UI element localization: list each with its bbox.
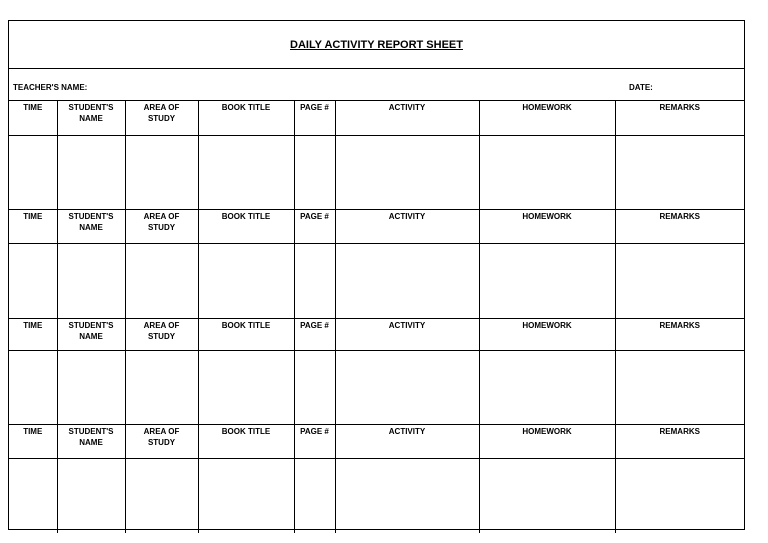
page-number-header: PAGE #	[294, 101, 335, 135]
entry-row	[9, 135, 744, 209]
homework-header: HOMEWORK	[479, 318, 615, 350]
time-cell[interactable]	[9, 135, 57, 209]
remarks-header: REMARKS	[615, 209, 744, 243]
student-name-cell[interactable]	[57, 243, 125, 318]
time-header: TIME	[9, 318, 57, 350]
grid-body	[9, 101, 744, 533]
book-title-header: BOOK TITLE	[198, 101, 294, 135]
activity-cell[interactable]	[335, 135, 479, 209]
sheet-title: DAILY ACTIVITY REPORT SHEET	[290, 38, 463, 51]
page-number-cell[interactable]	[294, 243, 335, 318]
column-header-row	[9, 101, 744, 135]
entry-row	[9, 458, 744, 533]
activity-header: ACTIVITY	[335, 209, 479, 243]
remarks-header: REMARKS	[615, 101, 744, 135]
book-title-header: BOOK TITLE	[198, 424, 294, 458]
activity-cell[interactable]	[335, 350, 479, 424]
time-cell[interactable]	[9, 458, 57, 533]
area-of-study-header: AREA OF STUDY	[125, 318, 198, 350]
column-header-row	[9, 424, 744, 458]
area-of-study-cell[interactable]	[125, 135, 198, 209]
homework-cell[interactable]	[479, 135, 615, 209]
student-name-cell[interactable]	[57, 135, 125, 209]
remarks-cell[interactable]	[615, 243, 744, 318]
page-number-header: PAGE #	[294, 424, 335, 458]
book-title-cell[interactable]	[198, 458, 294, 533]
area-of-study-cell[interactable]	[125, 458, 198, 533]
page-number-header: PAGE #	[294, 209, 335, 243]
student-name-header: STUDENT'S NAME	[57, 424, 125, 458]
book-title-cell[interactable]	[198, 243, 294, 318]
student-name-cell[interactable]	[57, 350, 125, 424]
page-number-cell[interactable]	[294, 135, 335, 209]
title-row	[9, 21, 744, 69]
activity-header: ACTIVITY	[335, 101, 479, 135]
column-header-row	[9, 209, 744, 243]
homework-header: HOMEWORK	[479, 209, 615, 243]
area-of-study-header: AREA OF STUDY	[125, 101, 198, 135]
activity-grid	[9, 101, 744, 533]
page-number-cell[interactable]	[294, 350, 335, 424]
date-label: DATE:	[629, 83, 653, 92]
entry-row	[9, 350, 744, 424]
teacher-name-label: TEACHER'S NAME:	[13, 83, 88, 92]
remarks-cell[interactable]	[615, 135, 744, 209]
page-number-cell[interactable]	[294, 458, 335, 533]
time-cell[interactable]	[9, 243, 57, 318]
homework-cell[interactable]	[479, 243, 615, 318]
entry-row	[9, 243, 744, 318]
report-sheet	[8, 20, 745, 530]
homework-header: HOMEWORK	[479, 101, 615, 135]
activity-cell[interactable]	[335, 243, 479, 318]
time-cell[interactable]	[9, 350, 57, 424]
homework-header: HOMEWORK	[479, 424, 615, 458]
activity-cell[interactable]	[335, 458, 479, 533]
area-of-study-header: AREA OF STUDY	[125, 424, 198, 458]
area-of-study-cell[interactable]	[125, 350, 198, 424]
book-title-header: BOOK TITLE	[198, 318, 294, 350]
time-header: TIME	[9, 209, 57, 243]
remarks-cell[interactable]	[615, 350, 744, 424]
remarks-header: REMARKS	[615, 318, 744, 350]
info-row	[9, 69, 744, 101]
book-title-cell[interactable]	[198, 135, 294, 209]
student-name-cell[interactable]	[57, 458, 125, 533]
page-number-header: PAGE #	[294, 318, 335, 350]
activity-header: ACTIVITY	[335, 424, 479, 458]
column-header-row	[9, 318, 744, 350]
area-of-study-header: AREA OF STUDY	[125, 209, 198, 243]
student-name-header: STUDENT'S NAME	[57, 101, 125, 135]
book-title-cell[interactable]	[198, 350, 294, 424]
homework-cell[interactable]	[479, 350, 615, 424]
activity-header: ACTIVITY	[335, 318, 479, 350]
student-name-header: STUDENT'S NAME	[57, 318, 125, 350]
time-header: TIME	[9, 101, 57, 135]
area-of-study-cell[interactable]	[125, 243, 198, 318]
remarks-cell[interactable]	[615, 458, 744, 533]
student-name-header: STUDENT'S NAME	[57, 209, 125, 243]
book-title-header: BOOK TITLE	[198, 209, 294, 243]
homework-cell[interactable]	[479, 458, 615, 533]
time-header: TIME	[9, 424, 57, 458]
remarks-header: REMARKS	[615, 424, 744, 458]
